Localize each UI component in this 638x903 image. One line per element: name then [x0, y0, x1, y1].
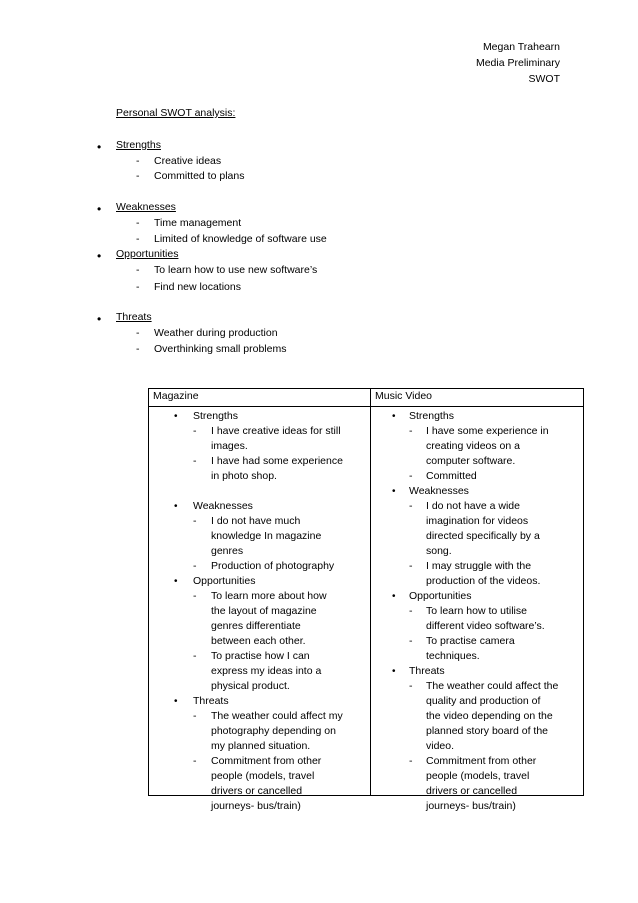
mag-strengths-heading: Strengths — [193, 410, 238, 422]
table-line: The weather could affect the — [426, 680, 559, 692]
table-line: my planned situation. — [211, 740, 311, 752]
table-row — [149, 407, 584, 796]
table-line: drivers or cancelled — [211, 785, 303, 797]
table-line: journeys- bus/train) — [426, 800, 516, 812]
table-line: Production of photography — [211, 560, 335, 572]
table-line: To learn more about how — [211, 590, 327, 602]
dash: - — [409, 500, 413, 512]
bullet: • — [392, 411, 396, 422]
dash: - — [193, 455, 197, 467]
header-music-video: Music Video — [371, 389, 584, 407]
table-line: genres differentiate — [211, 620, 301, 632]
table-line: the layout of magazine — [211, 605, 317, 617]
table-line: video. — [426, 740, 455, 752]
mv-threats-heading: Threats — [409, 665, 445, 677]
table-line: people (models, travel — [426, 770, 530, 782]
dash: - — [193, 425, 197, 437]
table-line: the video depending on the — [426, 710, 553, 722]
mv-opportunities-heading: Opportunities — [409, 590, 472, 602]
bullet-threats: • — [97, 312, 102, 326]
list-item: Weather during production — [154, 327, 278, 339]
dash: - — [409, 635, 413, 647]
table-line: knowledge In magazine — [211, 530, 322, 542]
list-item: Find new locations — [154, 281, 241, 293]
list-item: Time management — [154, 217, 242, 229]
bullet: • — [174, 696, 178, 707]
dash: - — [136, 264, 140, 276]
table-line: I have had some experience — [211, 455, 343, 467]
dash: - — [409, 605, 413, 617]
table-line: To learn how to utilise — [426, 605, 527, 617]
magazine-cell — [149, 407, 371, 812]
table-line: To practise how I can — [211, 650, 310, 662]
table-line: I may struggle with the — [426, 560, 532, 572]
table-line: planned story board of the — [426, 725, 549, 737]
mag-opportunities-heading: Opportunities — [193, 575, 256, 587]
table-line: I have creative ideas for still — [211, 425, 341, 437]
music-video-column — [371, 407, 583, 812]
table-line: images. — [211, 440, 248, 452]
table-line: Commitment from other — [426, 755, 537, 767]
mv-weaknesses-heading: Weaknesses — [409, 485, 469, 497]
table-line: photography depending on — [211, 725, 336, 737]
mag-threats-heading: Threats — [193, 695, 229, 707]
dash: - — [193, 755, 197, 767]
list-item: Creative ideas — [154, 155, 222, 167]
list-item: Overthinking small problems — [154, 343, 287, 355]
comparison-table — [148, 388, 584, 812]
table-line: Committed — [426, 470, 477, 482]
table-line: directed specifically by a — [426, 530, 540, 542]
table-line: The weather could affect my — [211, 710, 343, 722]
course-name: Media Preliminary — [475, 57, 560, 69]
document-title: SWOT — [528, 73, 560, 85]
mv-strengths-heading: Strengths — [409, 410, 454, 422]
bullet-weaknesses: • — [97, 202, 102, 216]
dash: - — [136, 170, 140, 182]
table-line: computer software. — [426, 455, 516, 467]
table-line: in photo shop. — [211, 470, 277, 482]
table-line: I have some experience in — [426, 425, 549, 437]
table-line: between each other. — [211, 635, 306, 647]
table-line: express my ideas into a — [211, 665, 322, 677]
table-line: journeys- bus/train) — [211, 800, 301, 812]
table-header-row — [149, 389, 584, 407]
table-line: imagination for videos — [426, 515, 529, 527]
mag-weaknesses-heading: Weaknesses — [193, 500, 253, 512]
table-line: song. — [426, 545, 452, 557]
dash: - — [409, 470, 413, 482]
table-line: physical product. — [211, 680, 290, 692]
table-line: I do not have much — [211, 515, 301, 527]
dash: - — [136, 343, 140, 355]
dash: - — [193, 560, 197, 572]
bullet: • — [392, 666, 396, 677]
music-video-cell — [371, 407, 584, 812]
dash: - — [136, 281, 140, 293]
document-header — [476, 39, 560, 87]
table-line: different video software’s. — [426, 620, 545, 632]
heading-threats: Threats — [116, 311, 152, 323]
dash: - — [193, 710, 197, 722]
table-line: I do not have a wide — [426, 500, 520, 512]
header-magazine: Magazine — [149, 389, 371, 407]
personal-swot-title: Personal SWOT analysis: — [116, 107, 236, 119]
table-line: production of the videos. — [426, 575, 541, 587]
dash: - — [409, 680, 413, 692]
dash: - — [409, 560, 413, 572]
author-name: Megan Trahearn — [482, 41, 560, 53]
dash: - — [193, 650, 197, 662]
list-item: Committed to plans — [154, 170, 245, 182]
bullet: • — [392, 486, 396, 497]
table-line: creating videos on a — [426, 440, 520, 452]
bullet-opportunities: • — [97, 249, 102, 263]
table-line: To practise camera — [426, 635, 515, 647]
table-line: people (models, travel — [211, 770, 315, 782]
dash: - — [136, 155, 140, 167]
bullet: • — [174, 501, 178, 512]
heading-weaknesses: Weaknesses — [116, 201, 176, 213]
table-line: drivers or cancelled — [426, 785, 518, 797]
dash: - — [193, 515, 197, 527]
dash: - — [193, 590, 197, 602]
table-line: Commitment from other — [211, 755, 322, 767]
table-line: techniques. — [426, 650, 480, 662]
magazine-column — [149, 407, 370, 812]
heading-opportunities: Opportunities — [116, 248, 179, 260]
bullet-strengths: • — [97, 140, 102, 154]
bullet: • — [174, 576, 178, 587]
dash: - — [136, 327, 140, 339]
table-line: genres — [211, 545, 244, 557]
dash: - — [409, 755, 413, 767]
dash: - — [136, 233, 140, 245]
bullet: • — [392, 591, 396, 602]
table-line: quality and production of — [426, 695, 541, 707]
list-item: To learn how to use new software’s — [154, 264, 318, 276]
heading-strengths: Strengths — [116, 139, 161, 151]
dash: - — [136, 217, 140, 229]
list-item: Limited of knowledge of software use — [154, 233, 327, 245]
bullet: • — [174, 411, 178, 422]
dash: - — [409, 425, 413, 437]
